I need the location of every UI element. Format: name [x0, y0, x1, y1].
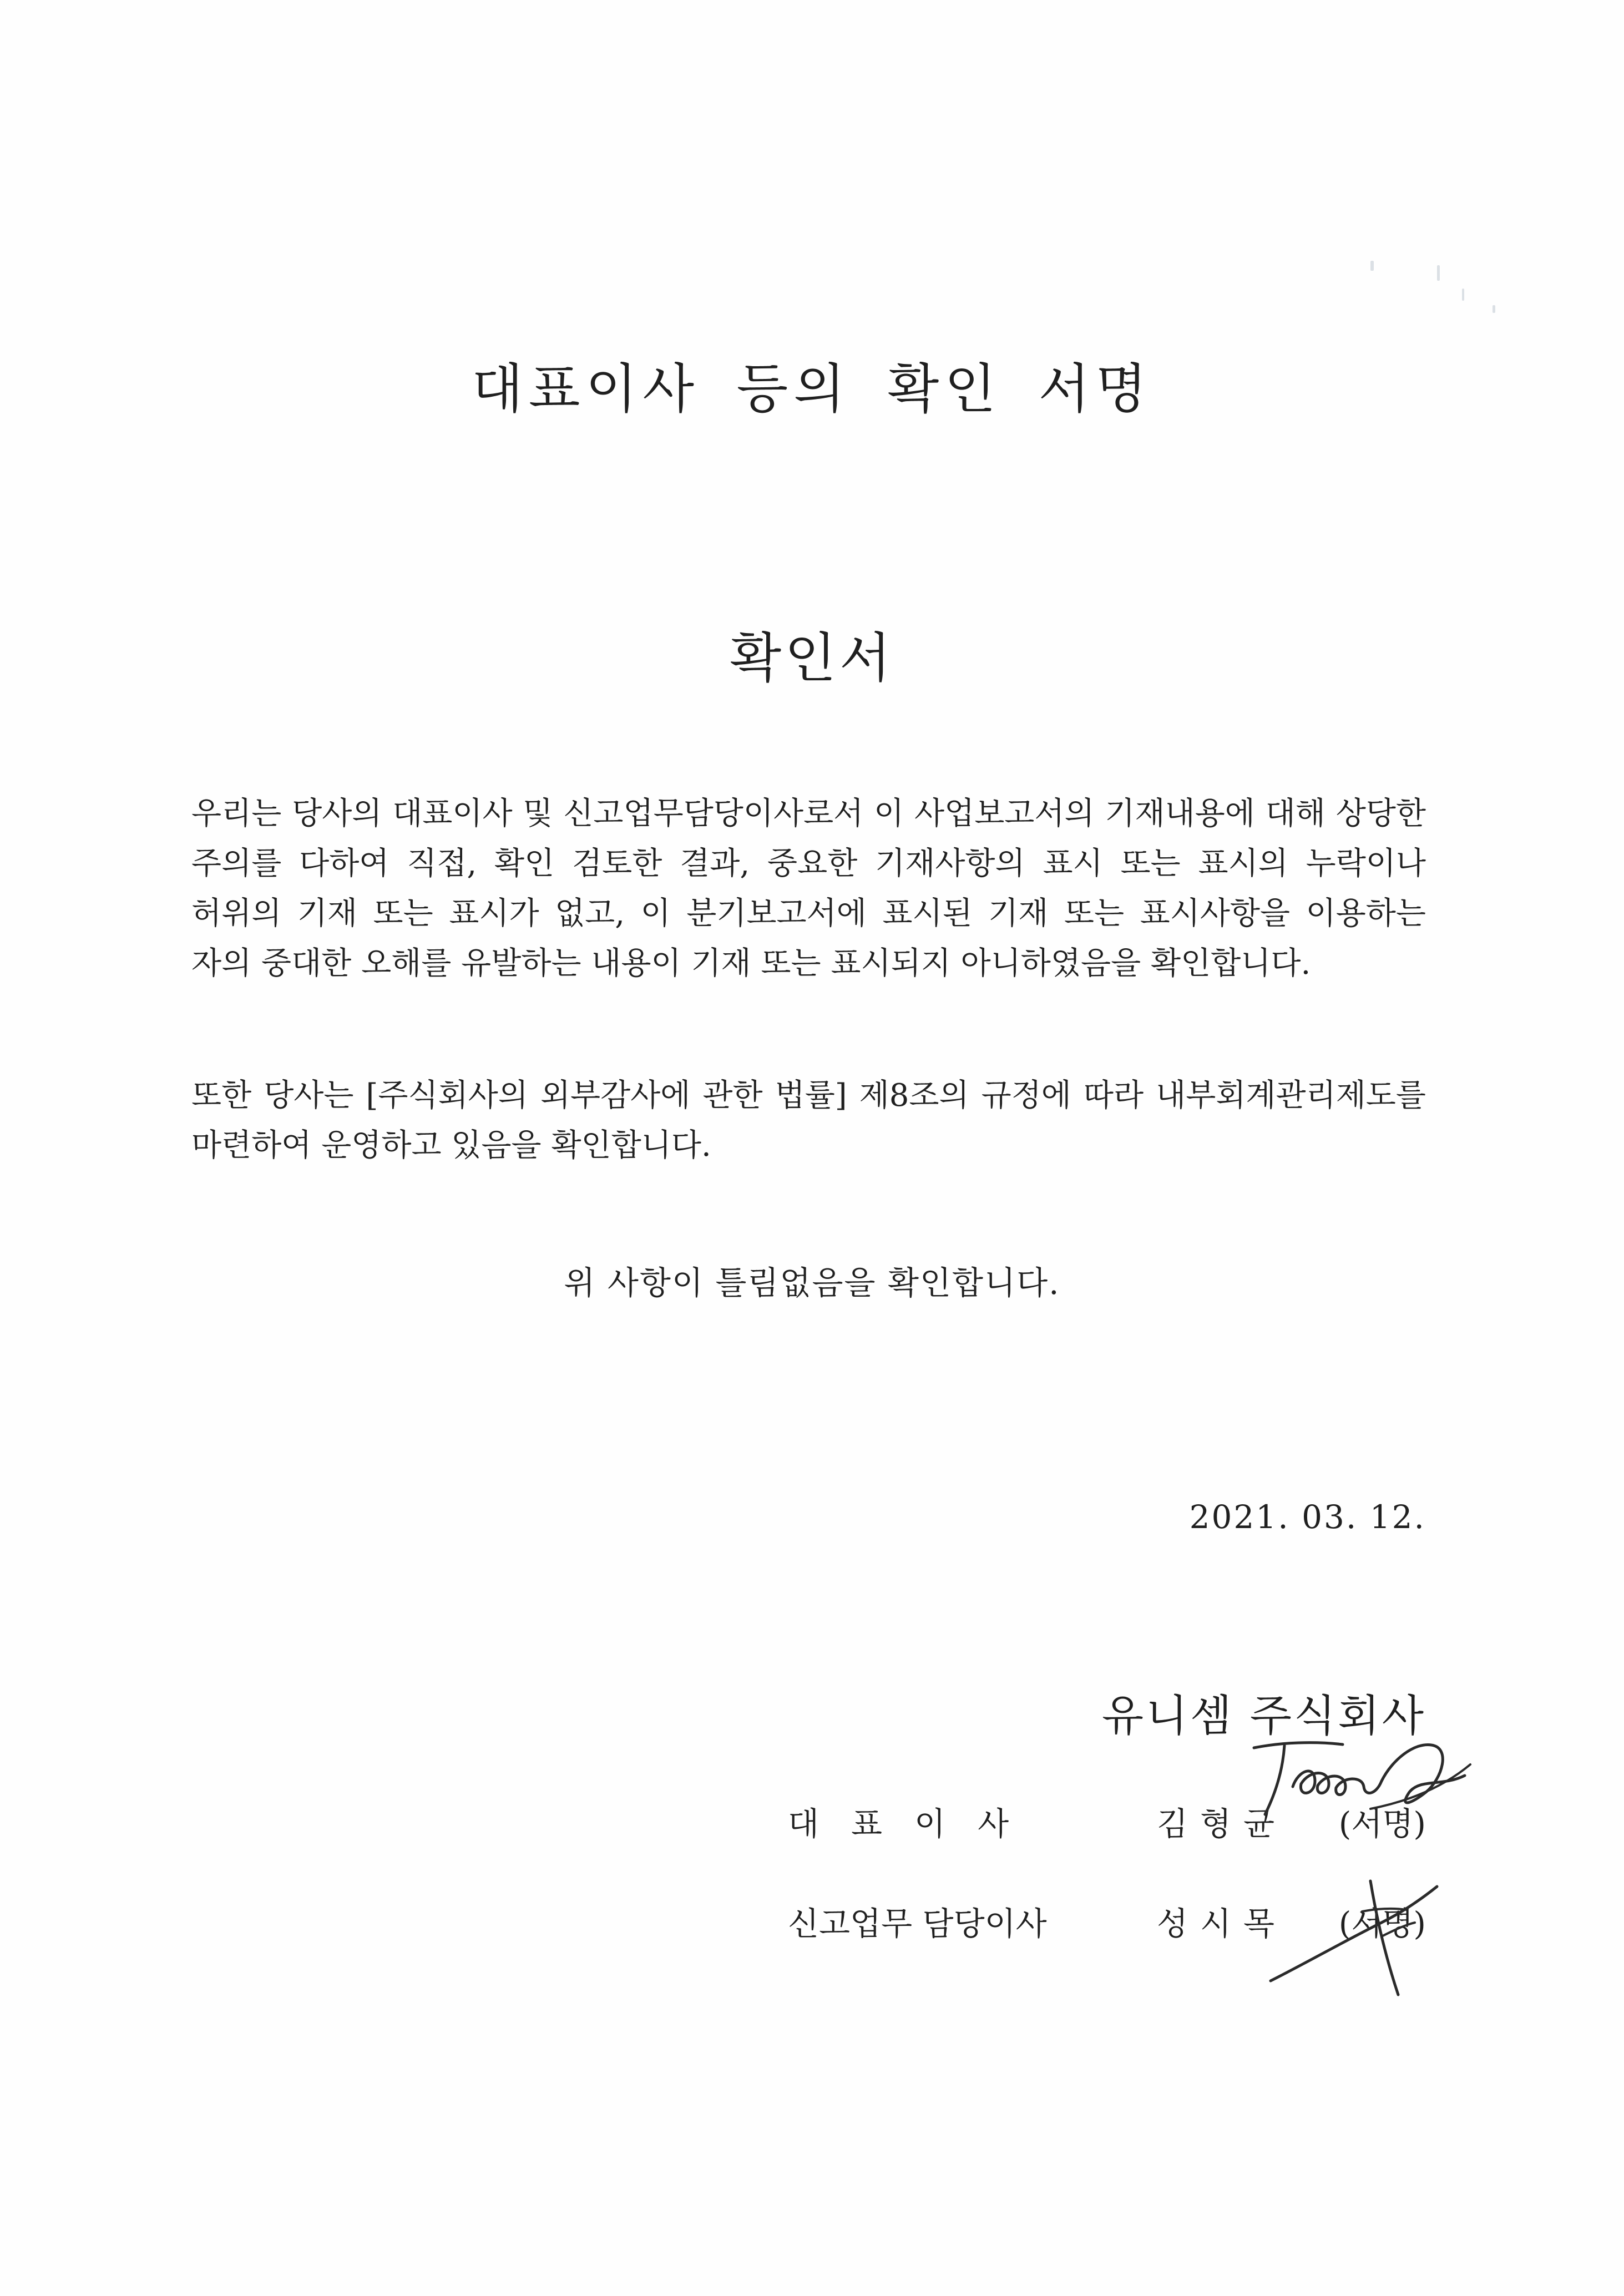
signatory-role: 대표이사: [788, 1805, 1041, 1843]
signature-label: (서명): [1338, 1805, 1426, 1843]
signatory-row-reporting-director: [788, 1898, 1426, 1942]
body-paragraph-1: 우리는 당사의 대표이사 및 신고업무담당이사로서 이 사업보고서의 기재내용에 대해 상당한 주의를 다하여 직접, 확인 검토한 결과, 중요한 기재사항의 표시 또는 표시의 누락이나 허위의 기재 또는 표시가 없고, 이 분기보고서에 표시된 기재 또는 표시사항을 이용하는 자의 중대한 오해를 유발하는 내용이 기재 또는 표시되지 아니하였음을 확인합니다.: [191, 796, 1426, 982]
scan-speck: [1462, 289, 1464, 301]
scan-speck: [1493, 305, 1495, 313]
closing-statement: 위 사항이 틀림없음을 확인합니다.: [564, 1264, 1060, 1302]
signatory-name: 김형균: [1157, 1805, 1287, 1843]
signatory-name: 성시목: [1157, 1905, 1287, 1943]
signatory-row-ceo: [788, 1798, 1426, 1842]
document-date: 2021. 03. 12.: [1189, 1498, 1426, 1536]
main-title: 대표이사 등의 확인 서명: [472, 358, 1152, 420]
company-name: 유니셈 주식회사: [1101, 1691, 1426, 1741]
scan-speck: [1437, 265, 1440, 281]
body-paragraph-2: 또한 당사는 [주식회사의 외부감사에 관한 법률] 제8조의 규정에 따라 내부회계관리제도를 마련하여 운영하고 있음을 확인합니다.: [191, 1078, 1426, 1164]
signatory-role: 신고업무 담당이사: [788, 1905, 1047, 1943]
sub-title: 확인서: [730, 627, 894, 689]
signature-label: (서명): [1338, 1905, 1426, 1943]
scan-speck: [1370, 261, 1374, 271]
